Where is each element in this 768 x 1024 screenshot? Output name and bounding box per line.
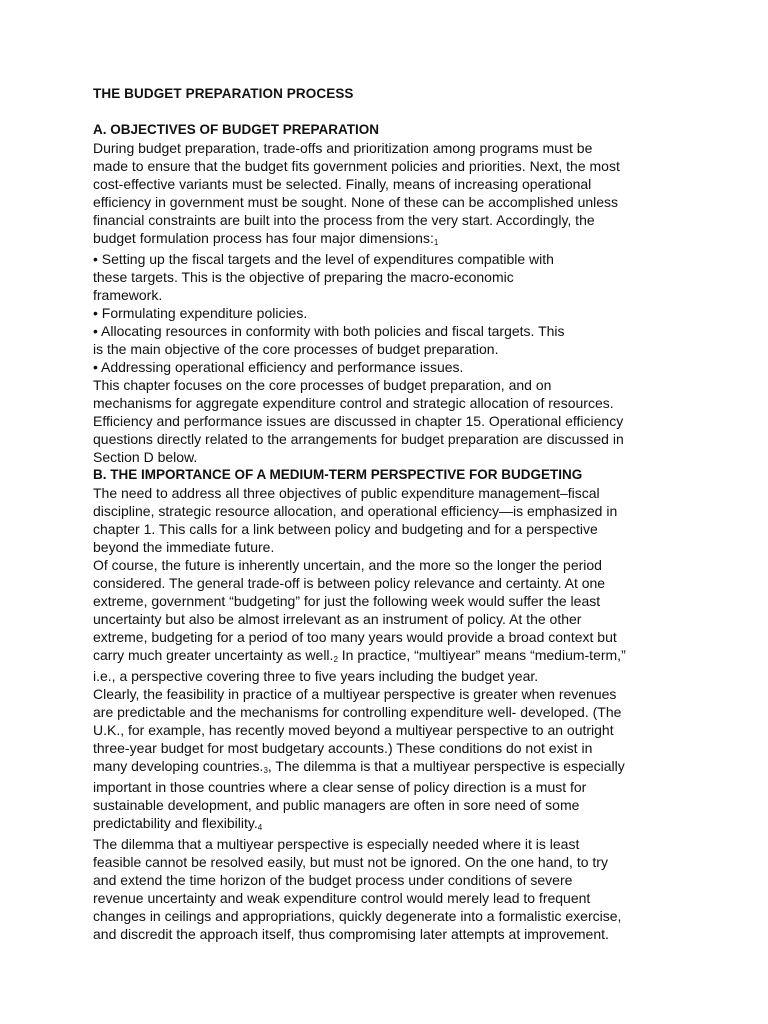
text-line: revenue uncertainty and weak expenditure control would merely lead to frequent xyxy=(93,890,591,906)
section-b-paragraph-3 xyxy=(93,685,653,835)
text-line: This chapter focuses on the core processes of budget preparation, and on xyxy=(93,377,552,393)
text-line: is the main objective of the core processes of budget preparation. xyxy=(93,341,499,357)
footnote-marker: 1 xyxy=(433,238,439,247)
text-line: and discredit the approach itself, thus compromising later attempts at improvement. xyxy=(93,926,609,942)
text-line: Of course, the future is inherently uncertain, and the more so the longer the period xyxy=(93,557,602,573)
text-line: extreme, budgeting for a period of too many years would provide a broad context but xyxy=(93,629,617,645)
text-line: sustainable development, and public managers are often in sore need of some xyxy=(93,797,580,813)
text-line: • Setting up the fiscal targets and the level of expenditures compatible with xyxy=(93,251,554,267)
text-line: • Addressing operational efficiency and performance issues. xyxy=(93,359,464,375)
text-line xyxy=(93,814,653,835)
section-a-heading: A. OBJECTIVES OF BUDGET PREPARATION xyxy=(93,122,380,137)
text-line: financial constraints are built into the process from the very start. Accordingly, the xyxy=(93,212,595,228)
text-line: The need to address all three objectives of public expenditure management–fiscal xyxy=(93,485,600,501)
bullet-item-expenditure-policies xyxy=(93,304,653,322)
section-a xyxy=(93,121,653,466)
text-fragment: , The dilemma is that a multiyear perspective is especially xyxy=(267,758,625,774)
text-line: framework. xyxy=(93,287,163,303)
text-line: feasible cannot be resolved easily, but must not be ignored. On the one hand, to try xyxy=(93,854,608,870)
bullet-item-allocating-resources xyxy=(93,322,653,358)
text-line: The dilemma that a multiyear perspective is especially needed where it is least xyxy=(93,836,580,852)
text-line: beyond the immediate future. xyxy=(93,539,275,555)
text-line: During budget preparation, trade-offs and prioritization among programs must be xyxy=(93,140,593,156)
text-line: Clearly, the feasibility in practice of a multiyear perspective is greater when revenues xyxy=(93,686,617,702)
footnote-marker: 2 xyxy=(333,655,338,664)
section-b-paragraph-4 xyxy=(93,835,653,943)
section-b-heading: B. THE IMPORTANCE OF A MEDIUM-TERM PERSPECTIVE FOR BUDGETING xyxy=(93,467,583,482)
text-line: important in those countries where a clear sense of policy direction is a must for xyxy=(93,779,587,795)
text-line: chapter 1. This calls for a link between policy and budgeting and for a perspective xyxy=(93,521,598,537)
text-line: made to ensure that the budget fits government policies and priorities. Next, the most xyxy=(93,158,620,174)
text-line: efficiency in government must be sought. None of these can be accomplished unless xyxy=(93,194,619,210)
text-line: questions directly related to the arrangements for budget preparation are discussed in xyxy=(93,431,624,447)
text-line: discipline, strategic resource allocation, and operational efficiency—is emphasized in xyxy=(93,503,618,519)
text-line: changes in ceilings and appropriations, quickly degenerate into a formalistic exercise, xyxy=(93,908,622,924)
text-line: and extend the time horizon of the budget process under conditions of severe xyxy=(93,872,573,888)
footnote-marker: 3 xyxy=(263,766,268,775)
document-title: THE BUDGET PREPARATION PROCESS xyxy=(93,86,354,101)
document-page xyxy=(93,85,653,943)
text-line: • Allocating resources in conformity with both policies and fiscal targets. This xyxy=(93,323,565,339)
text-line: Section D below. xyxy=(93,449,198,465)
text-line: • Formulating expenditure policies. xyxy=(93,305,308,321)
text-line: these targets. This is the objective of preparing the macro-economic xyxy=(93,269,514,285)
text-line xyxy=(93,229,653,250)
section-b-paragraph-1 xyxy=(93,484,653,556)
text-line: uncertainty but also be almost irrelevant as an instrument of policy. At the other xyxy=(93,611,582,627)
text-line xyxy=(93,646,653,667)
section-b-paragraph-2 xyxy=(93,556,653,685)
text-line: U.K., for example, has recently moved beyond a multiyear perspective to an outright xyxy=(93,722,614,738)
section-a-paragraph-2 xyxy=(93,376,653,466)
text-line: i.e., a perspective covering three to five years including the budget year. xyxy=(93,668,539,684)
text-line: considered. The general trade-off is between policy relevance and certainty. At one xyxy=(93,575,606,591)
text-line: are predictable and the mechanisms for controlling expenditure well- developed. (The xyxy=(93,704,622,720)
text-line: three-year budget for most budgetary accounts.) These conditions do not exist in xyxy=(93,740,593,756)
text-fragment: carry much greater uncertainty as well. xyxy=(93,647,334,663)
section-a-paragraph-1 xyxy=(93,139,653,250)
footnote-marker: 4 xyxy=(257,823,263,832)
bullet-item-operational-efficiency xyxy=(93,358,653,376)
text-fragment: many developing countries. xyxy=(93,758,264,774)
text-line xyxy=(93,757,653,778)
text-fragment: predictability and flexibility. xyxy=(93,815,258,831)
text-fragment: In practice, “multiyear” means “medium-term,” xyxy=(337,647,626,663)
text-line: Efficiency and performance issues are discussed in chapter 15. Operational efficiency xyxy=(93,413,624,429)
section-b xyxy=(93,466,653,943)
bullet-item-fiscal-targets xyxy=(93,250,653,304)
text-line: extreme, government “budgeting” for just the following week would suffer the least xyxy=(93,593,601,609)
text-fragment: budget formulation process has four major dimensions: xyxy=(93,230,434,246)
text-line: cost-effective variants must be selected. Finally, means of increasing operational xyxy=(93,176,592,192)
text-line: mechanisms for aggregate expenditure control and strategic allocation of resources. xyxy=(93,395,614,411)
